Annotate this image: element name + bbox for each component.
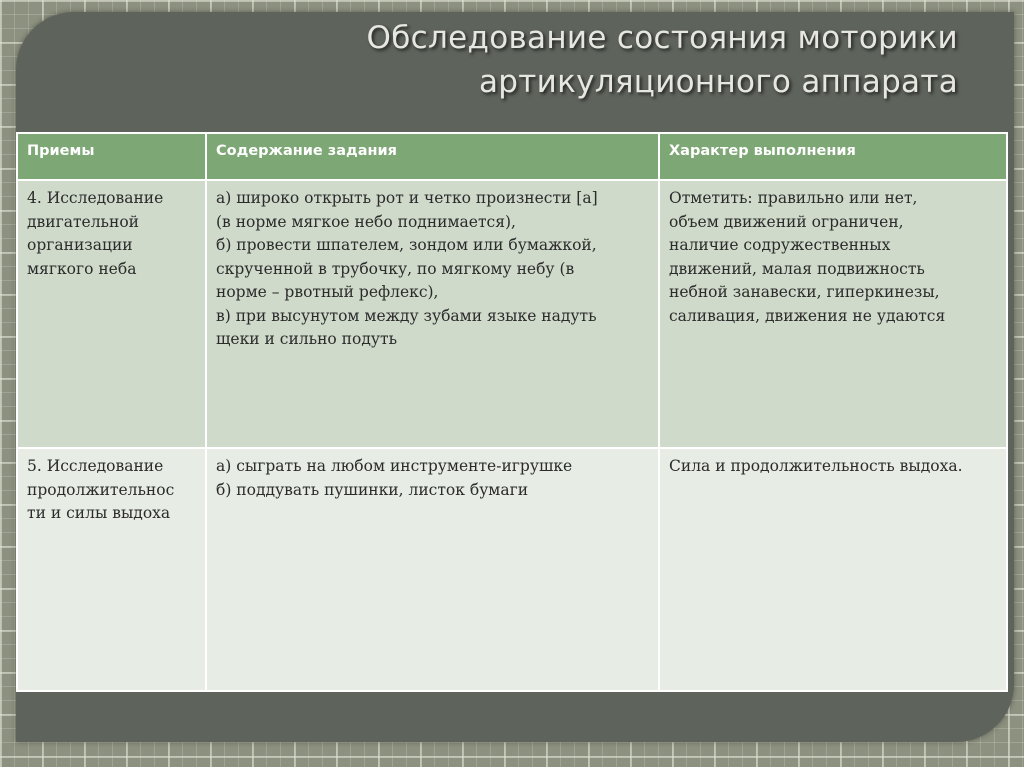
text-line: а) широко открыть рот и четко произнести [а]	[216, 189, 598, 207]
text-line: норме – рвотный рефлекс),	[216, 283, 439, 301]
table-row	[17, 180, 1007, 448]
text-line: скрученной в трубочку, по мягкому небу (в	[216, 259, 575, 278]
cell-execution-character	[659, 180, 1007, 448]
slide-title-line-2: артикуляционного аппарата	[479, 64, 958, 100]
text-line: (в норме мягкое небо поднимается),	[216, 212, 516, 231]
cell-task-content	[206, 180, 659, 448]
text-line: 5. Исследование	[27, 457, 164, 475]
table-header-row	[17, 133, 1007, 180]
cell-task-content	[206, 448, 659, 691]
text-line: в) при высунутом между зубами языке надуть	[216, 306, 597, 325]
cell-method	[17, 448, 206, 691]
slide-title	[116, 16, 958, 104]
assessment-table	[16, 132, 1008, 692]
text-line: движений, малая подвижность	[669, 259, 925, 278]
text-line: небной занавески, гиперкинезы,	[669, 283, 940, 301]
header-task-content: Содержание задания	[206, 133, 659, 180]
header-methods: Приемы	[17, 133, 206, 180]
text-line: организации	[27, 236, 133, 254]
header-execution-character: Характер выполнения	[659, 133, 1007, 180]
text-line: продолжительнос	[27, 480, 175, 499]
text-line: 4. Исследование	[27, 189, 164, 207]
text-line: саливация, движения не удаются	[669, 306, 946, 325]
text-line: ти и силы выдоха	[27, 504, 171, 522]
table-row	[17, 448, 1007, 691]
text-line: объем движений ограничен,	[669, 212, 904, 231]
slide-title-line-1: Обследование состояния моторики	[366, 20, 958, 56]
text-line: мягкого неба	[27, 259, 137, 278]
text-line: наличие содружественных	[669, 236, 891, 254]
text-line: б) поддувать пушинки, листок бумаги	[216, 480, 529, 499]
cell-execution-character	[659, 448, 1007, 691]
text-line: Сила и продолжительность выдоха.	[669, 457, 963, 475]
cell-method	[17, 180, 206, 448]
text-line: б) провести шпателем, зондом или бумажкой,	[216, 236, 597, 254]
text-line: а) сыграть на любом инструменте-игрушке	[216, 457, 573, 475]
text-line: двигательной	[27, 212, 139, 231]
text-line: Отметить: правильно или нет,	[669, 189, 918, 207]
text-line: щеки и сильно подуть	[216, 330, 398, 348]
